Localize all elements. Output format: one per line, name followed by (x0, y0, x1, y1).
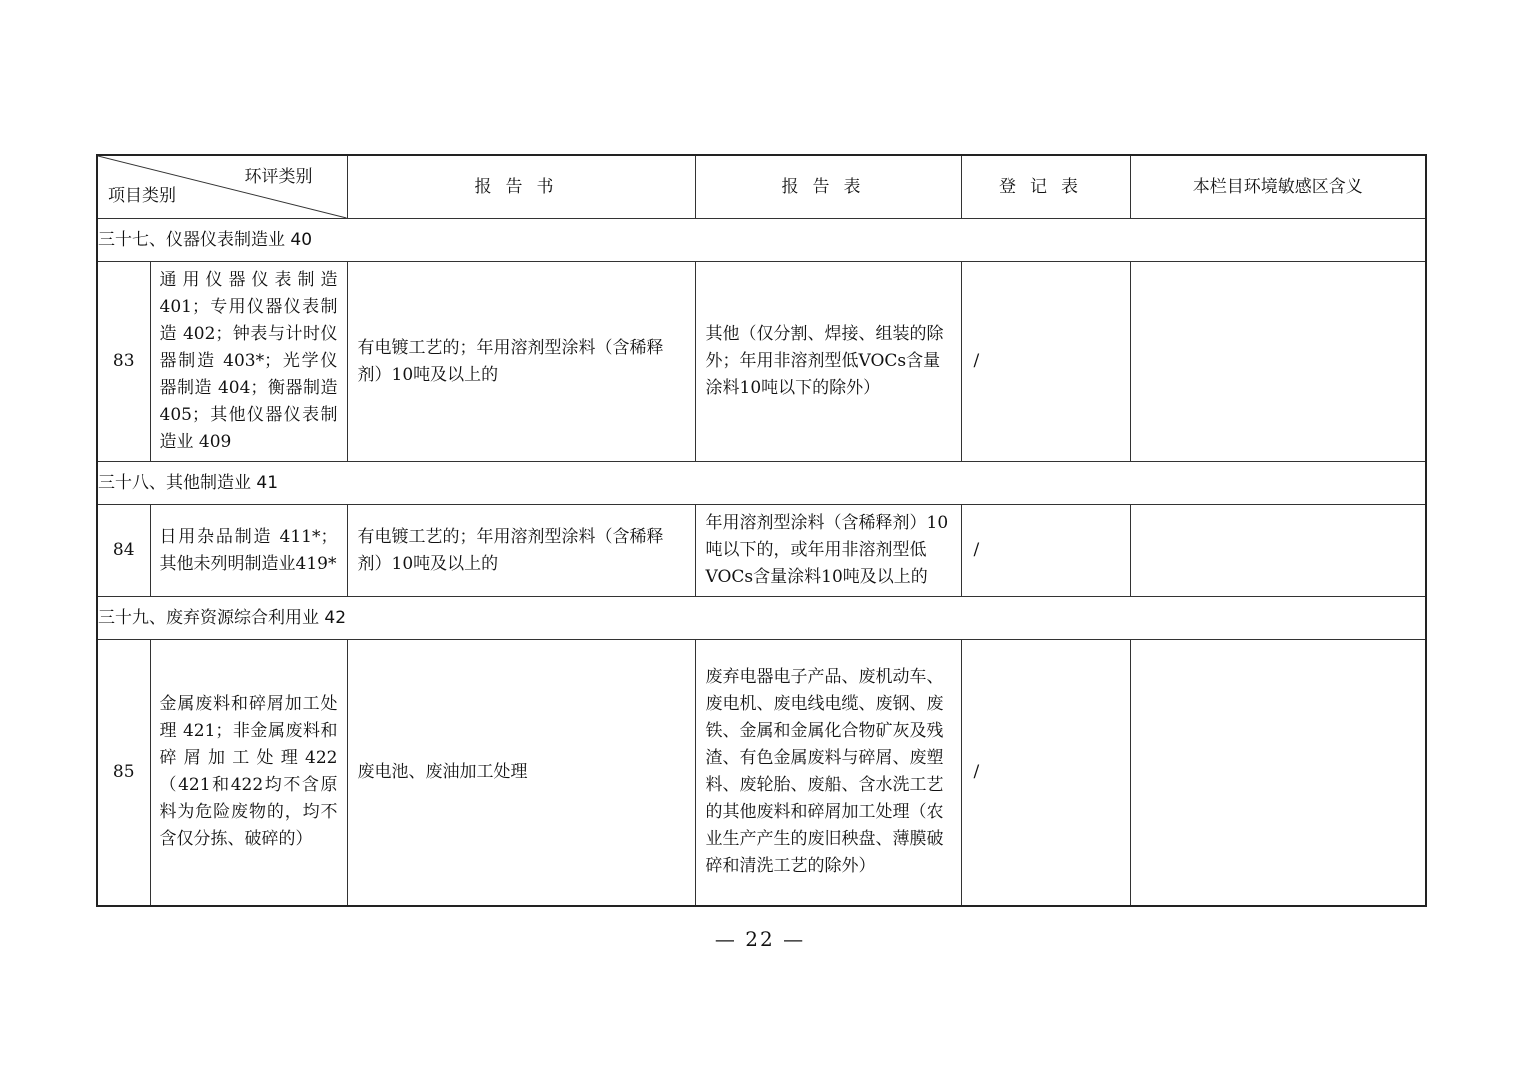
sensitive-area-cell (1130, 262, 1426, 462)
header-sensitive-area: 本栏目环境敏感区含义 (1130, 155, 1426, 219)
header-report-book: 报告书 (347, 155, 695, 219)
row-number: 83 (97, 262, 150, 462)
project-category-cell: 日用杂品制造 411*；其他未列明制造业419* (150, 505, 347, 597)
table-header-row (97, 155, 1426, 219)
section-row (97, 219, 1426, 262)
table-row (97, 262, 1426, 462)
report-form-cell: 其他（仅分割、焊接、组装的除外；年用非溶剂型低VOCs含量涂料10吨以下的除外） (695, 262, 961, 462)
project-category-cell: 通用仪器仪表制造401；专用仪器仪表制造 402；钟表与计时仪器制造 403*；光学仪器制造 404；衡器制造 405；其他仪器仪表制造业 409 (150, 262, 347, 462)
report-book-cell: 有电镀工艺的；年用溶剂型涂料（含稀释剂）10吨及以上的 (347, 505, 695, 597)
section-title: 三十九、废弃资源综合利用业 42 (97, 597, 1426, 640)
page-number: — 22 — (714, 927, 806, 951)
header-project-category: 项目类别 (108, 186, 176, 206)
classification-table (96, 154, 1427, 907)
sensitive-area-cell (1130, 640, 1426, 906)
report-form-cell: 年用溶剂型涂料（含稀释剂）10吨以下的，或年用非溶剂型低VOCs含量涂料10吨及以上的 (695, 505, 961, 597)
table-row (97, 640, 1426, 906)
section-title: 三十七、仪器仪表制造业 40 (97, 219, 1426, 262)
header-registration-form: 登记表 (961, 155, 1130, 219)
row-number: 85 (97, 640, 150, 906)
header-eia-category: 环评类别 (244, 167, 313, 187)
registration-cell: / (961, 505, 1130, 597)
registration-cell: / (961, 640, 1130, 906)
diagonal-header-cell (97, 155, 347, 219)
header-report-form: 报告表 (695, 155, 961, 219)
section-title: 三十八、其他制造业 41 (97, 462, 1426, 505)
document-page (96, 154, 1425, 907)
sensitive-area-cell (1130, 505, 1426, 597)
section-row (97, 597, 1426, 640)
row-number: 84 (97, 505, 150, 597)
project-category-cell: 金属废料和碎屑加工处理 421；非金属废料和碎屑加工处理422（421和422均不含原料为危险废物的，均不含仅分拣、破碎的） (150, 640, 347, 906)
report-form-cell: 废弃电器电子产品、废机动车、废电机、废电线电缆、废钢、废铁、金属和金属化合物矿灰及残渣、有色金属废料与碎屑、废塑料、废轮胎、废船、含水洗工艺的其他废料和碎屑加工处理（农业生产产生的废旧秧盘、薄膜破碎和清洗工艺的除外） (695, 640, 961, 906)
registration-cell: / (961, 262, 1130, 462)
table-row (97, 505, 1426, 597)
report-book-cell: 有电镀工艺的；年用溶剂型涂料（含稀释剂）10吨及以上的 (347, 262, 695, 462)
section-row (97, 462, 1426, 505)
report-book-cell: 废电池、废油加工处理 (347, 640, 695, 906)
